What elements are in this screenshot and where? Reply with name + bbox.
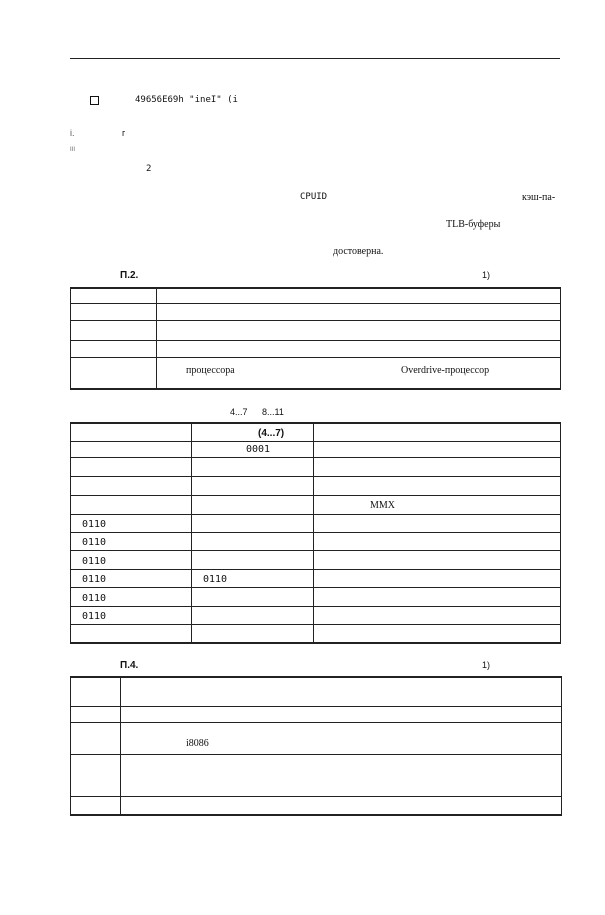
table-3-row-code: 0110 bbox=[82, 519, 107, 530]
table-3-rowline bbox=[70, 550, 561, 551]
table-4-border-bottom bbox=[70, 814, 562, 816]
table-3-colline bbox=[70, 422, 71, 644]
top-rule bbox=[70, 58, 560, 59]
table-3-border-bottom bbox=[70, 642, 561, 644]
table-2-label: П.2. bbox=[120, 270, 139, 281]
table-3-colline bbox=[313, 422, 314, 644]
table-3-row-code: 0110 bbox=[82, 537, 107, 548]
marginal-mark-1: i. bbox=[70, 128, 75, 138]
table-4-colline bbox=[70, 676, 71, 816]
table-3-header-bits: (4...7) bbox=[258, 428, 285, 439]
tlb-text: TLB-буферы bbox=[446, 219, 501, 230]
table-4-colline bbox=[120, 676, 121, 816]
table-4-rowline bbox=[70, 796, 562, 797]
table-3-row-code: 0110 bbox=[82, 574, 107, 585]
table-3-colline bbox=[191, 422, 192, 644]
cache-fragment-text: кэш-па- bbox=[522, 192, 556, 203]
table-2-rowline bbox=[70, 303, 561, 304]
number-2: 2 bbox=[146, 164, 152, 174]
table-3-cell-0001: 0001 bbox=[246, 444, 271, 455]
marginal-mark-2: г bbox=[122, 128, 126, 138]
table-2-rowline bbox=[70, 320, 561, 321]
table-4-rowline bbox=[70, 722, 562, 723]
table-4-colline bbox=[561, 676, 562, 816]
reliable-text: достоверна. bbox=[333, 246, 384, 257]
table-3-rowline bbox=[70, 587, 561, 588]
table-2-cell-overdrive: Overdrive-процессор bbox=[401, 365, 490, 376]
table-4-cell-i8086: i8086 bbox=[186, 738, 209, 749]
table-3-border-top bbox=[70, 422, 561, 424]
table-2-colline bbox=[70, 287, 71, 390]
table-3-rowline bbox=[70, 532, 561, 533]
table-3-rowline bbox=[70, 606, 561, 607]
table-3-rowline bbox=[70, 569, 561, 570]
table-3-row-code: 0110 bbox=[82, 611, 107, 622]
cpuid-text: CPUID bbox=[300, 192, 328, 202]
table-3-rowline bbox=[70, 514, 561, 515]
table-4-rowline bbox=[70, 754, 562, 755]
table-2-rowline bbox=[70, 357, 561, 358]
checkbox-icon bbox=[90, 96, 99, 105]
table-3-rowline bbox=[70, 457, 561, 458]
table-3-caption-bits-1: 4...7 bbox=[230, 407, 248, 417]
table-2-colline bbox=[560, 287, 561, 390]
table-2-rowline bbox=[70, 340, 561, 341]
table-4-label: П.4. bbox=[120, 660, 139, 671]
table-4-footnote: 1) bbox=[482, 660, 491, 670]
table-3-rowline bbox=[70, 495, 561, 496]
table-3-row-code: 0110 bbox=[82, 556, 107, 567]
table-3-colline bbox=[560, 422, 561, 644]
table-3-row-code: 0110 bbox=[82, 593, 107, 604]
table-3-cell-0110-col2: 0110 bbox=[203, 574, 228, 585]
table-4-border-top bbox=[70, 676, 562, 678]
table-3-cell-mmx: MMX bbox=[370, 500, 396, 511]
table-3-rowline bbox=[70, 476, 561, 477]
table-3-rowline bbox=[70, 441, 561, 442]
table-3-caption-bits-2: 8...11 bbox=[262, 407, 284, 417]
table-2-footnote: 1) bbox=[482, 270, 491, 280]
table-2-border-top bbox=[70, 287, 561, 289]
header-line: 49656E69h "ineI" (i bbox=[135, 95, 238, 105]
table-2-border-bottom bbox=[70, 388, 561, 390]
table-2-cell-processor: процессора bbox=[186, 365, 235, 376]
table-4-rowline bbox=[70, 706, 562, 707]
table-3-rowline bbox=[70, 624, 561, 625]
marginal-mark-3: ІІІ bbox=[70, 147, 76, 153]
table-2-colline bbox=[156, 287, 157, 390]
